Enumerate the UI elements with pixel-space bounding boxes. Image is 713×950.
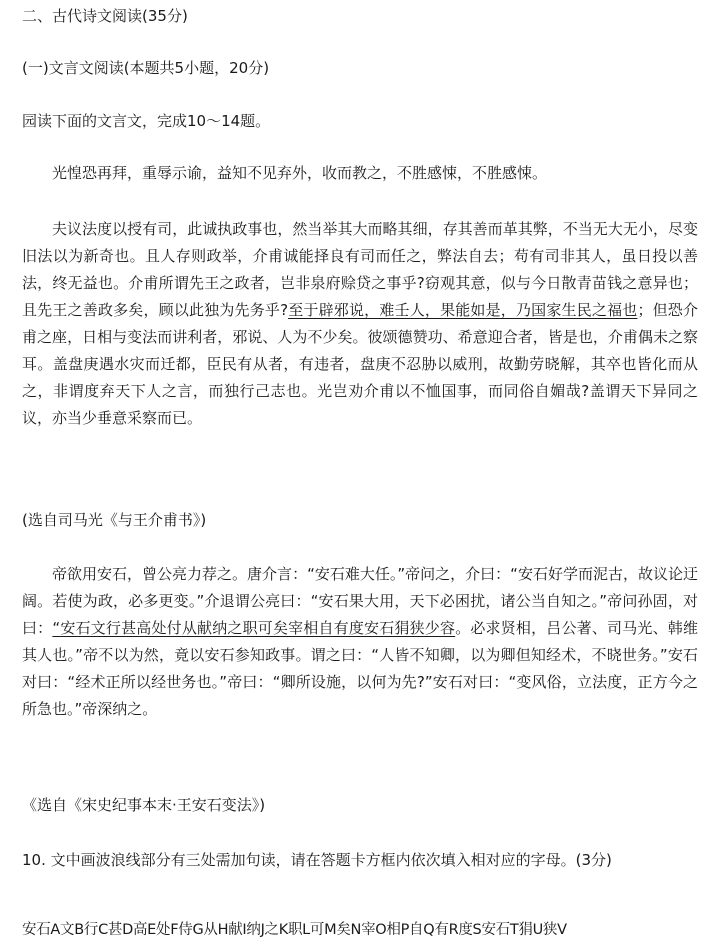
passage1-text-part2: ；但恐介甫之座，日相与变法而讲利者，邪说、人为不少矣。彼颂德赞功、希意迎合者，皆是也，介甫偶未之察耳。盖盘庚遇水灾而迁都，臣民有从者，有违者，盘庚不忍胁以威刑，故勤劳晓解，其卒也皆化而从之，非谓度弃天下人之言，而独行己志也。光岂劝介甫以不恤国事，而同俗自媚哉?盖谓天下异同之议，亦当少垂意采察而已。 [22, 301, 698, 427]
source-citation-1: (选自司马光《与王介甫书》) [22, 511, 207, 529]
passage1-text-part1: 夫议法度以授有司，此诚执政事也，然当举其大而略其细，存其善而革其弊，不当无大无小，尽变旧法以为新奇也。且人存则政举，介甫诚能择良有司而任之，弊法自去；苟有司非其人，虽日投以善法，终无益也。介甫所谓先王之政者，岂非泉府赊贷之事乎?窃观其意，似与今日散青苗钱之意异也；且先王之善政多矣，顾以此独为先务乎? [22, 220, 698, 319]
passage2-text-part1: 帝欲用安石，曾公亮力荐之。唐介言：“安石难大任。”帝问之，介曰：“安石好学而泥古，故议论迂阔。若使为政，必多更变。”介退谓公亮曰：“安石果大用，天下必困扰，诸公当自知之。”帝问孙固，对曰： [22, 565, 698, 637]
instruction-text: 园读下面的文言文，完成10～14题。 [22, 112, 271, 130]
passage1-paragraph2 [22, 216, 698, 432]
passage1-underlined-sentence: 至于辟邪说，难壬人，果能如是，乃国家生民之福也 [288, 301, 638, 319]
passage1-paragraph1: 光惶恐再拜，重辱示谕，益知不见弃外，收而教之，不胜感悚，不胜感悚。 [52, 164, 548, 182]
source-citation-2: 《选自《宋史纪事本末·王安石变法》) [22, 796, 266, 814]
subsection-heading: (一)文言文阅读(本题共5小题，20分) [22, 59, 270, 77]
section-heading: 二、古代诗文阅读(35分) [22, 7, 188, 25]
question-10: 10. 文中画波浪线部分有三处需加句读，请在答题卡方框内依次填入相对应的字母。(3分) [22, 851, 612, 869]
passage2-wavy-underlined-sentence: “安石文行甚高处付从献纳之职可矣宰相自有度安石狷狭少容 [52, 619, 456, 637]
answer-line: 安石A文B行C甚D高E处F侍G从H献I纳J之K职L可M矣N宰O相P自Q有R度S安石T狷U狭V [22, 922, 567, 938]
passage2-text-part2: 。必求贤相，吕公著、司马光、韩维其人也。”帝不以为然，竟以安石参知政事。谓之曰：“人皆不知卿，以为卿但知经术，不晓世务。”安石对曰：“经术正所以经世务也。”帝曰：“卿所设施，以何为先?”安石对曰：“变风俗，立法度，正方今之所急也。”帝深纳之。 [22, 619, 698, 718]
passage2-paragraph [22, 561, 698, 723]
